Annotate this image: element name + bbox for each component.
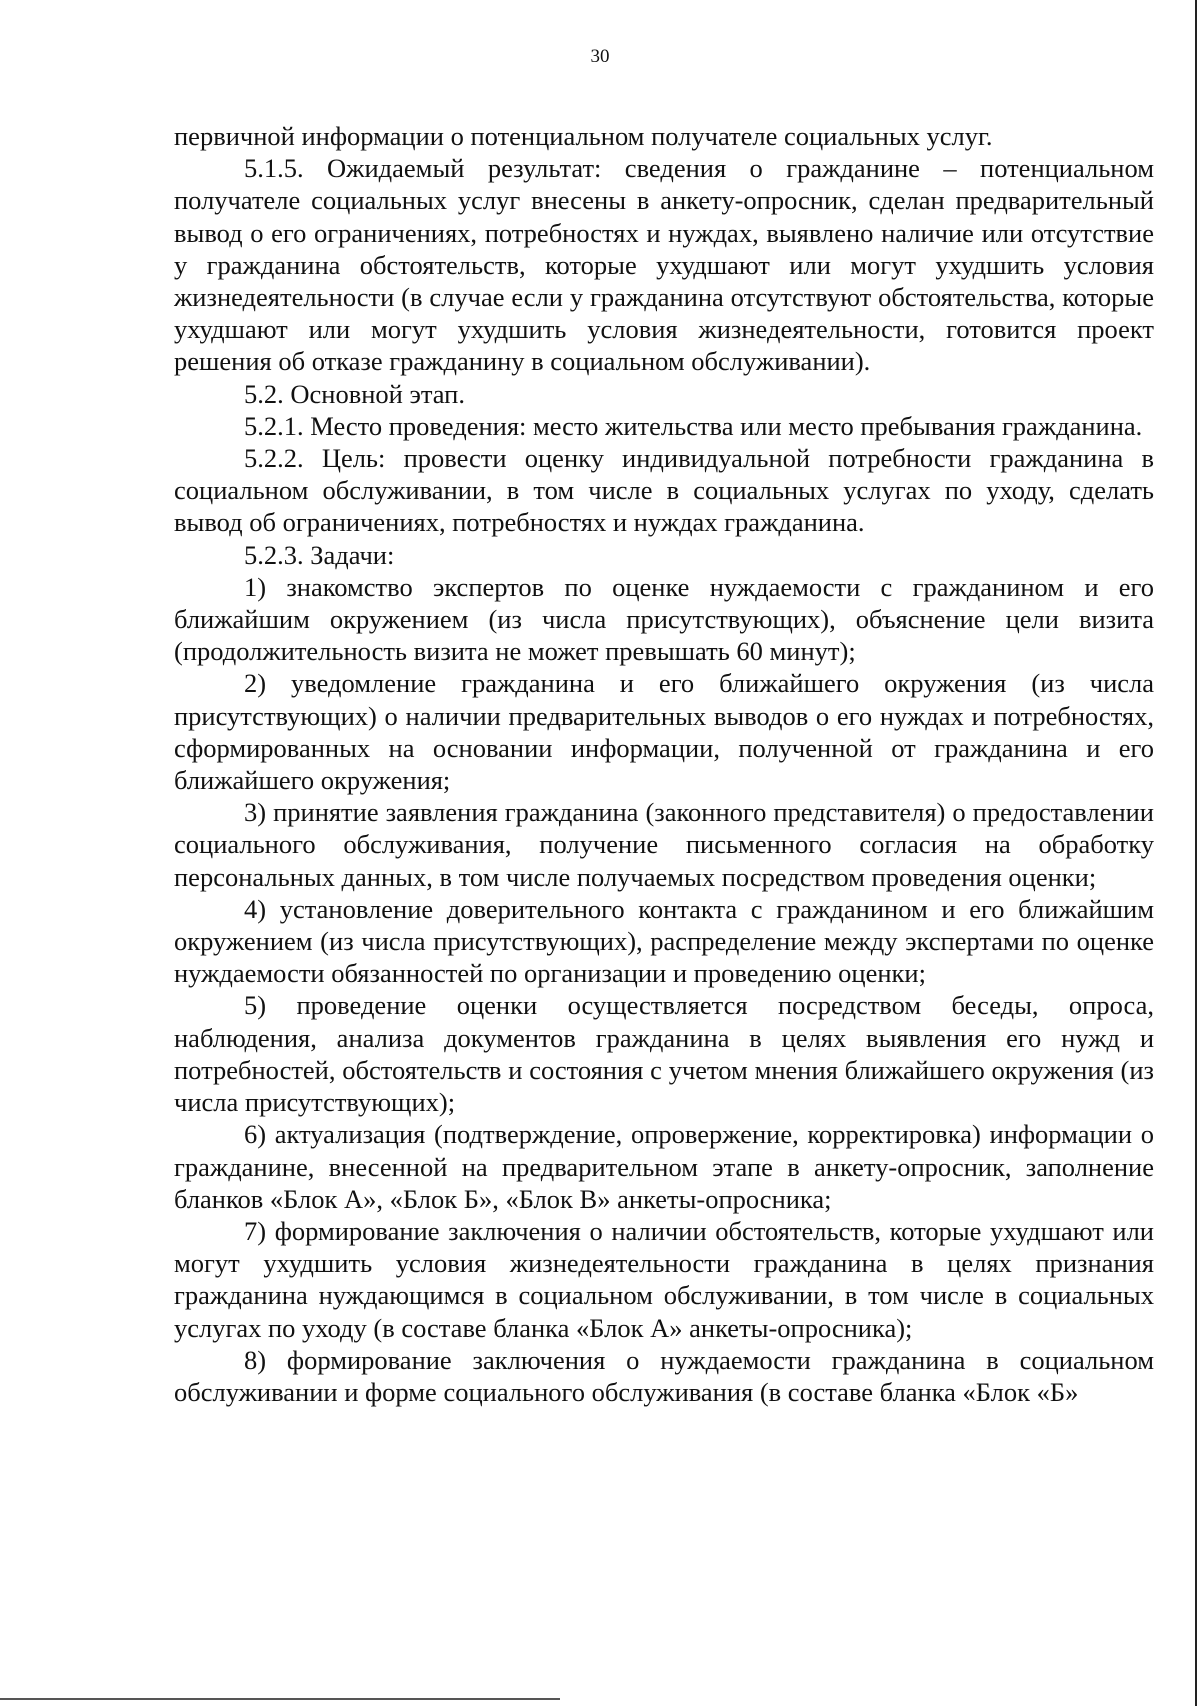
task-item-1: 1) знакомство экспертов по оценке нуждаемости с гражданином и его ближайшим окружением (из числа присутствующих), объяснение цели визита (продолжительность визита не может превышать 60 минут); — [174, 571, 1154, 667]
paragraph-5-2-1: 5.2.1. Место проведения: место жительства или место пребывания гражданина. — [244, 410, 1143, 441]
task-item-4: 4) установление доверительного контакта с гражданином и его ближайшим окружением (из числа присутствующих), распределение между экспертами по оценке нуждаемости обязанностей по организации и проведению оценки; — [174, 893, 1154, 989]
paragraph-5-2-3: 5.2.3. Задачи: — [244, 539, 395, 570]
task-item-5: 5) проведение оценки осуществляется посредством беседы, опроса, наблюдения, анализа документов гражданина в целях выявления его нужд и потребностей, обстоятельств и состояния с учетом мнения ближайшего окружения (из числа присутствующих); — [174, 990, 1154, 1118]
task-item-8: 8) формирование заключения о нуждаемости гражданина в социальном обслуживании и форме социального обслуживания (в составе бланка «Блок «Б» — [174, 1344, 1154, 1407]
paragraph-5-2: 5.2. Основной этап. — [244, 378, 465, 409]
paragraph-continuation: первичной информации о потенциальном получателе социальных услуг. — [174, 121, 993, 151]
paragraph-5-2-2: 5.2.2. Цель: провести оценку индивидуальной потребности гражданина в социальном обслуживании, в том числе в социальных услугах по уходу, сделать вывод об ограничениях, потребностях и нуждах гражданина. — [174, 443, 1154, 538]
task-item-2: 2) уведомление гражданина и его ближайшего окружения (из числа присутствующих) о наличии предварительных выводов о его нуждах и потребностях, сформированных на основании информации, полученной от гражданина и его ближайшего окружения; — [174, 668, 1154, 796]
task-item-3: 3) принятие заявления гражданина (законного представителя) о предоставлении социального обслуживания, получение письменного согласия на обработку персональных данных, в том числе получаемых посредством проведения оценки; — [174, 797, 1154, 892]
task-item-7: 7) формирование заключения о наличии обстоятельств, которые ухудшают или могут ухудшить условия жизнедеятельности гражданина в целях признания гражданина нуждающимся в социальном обслуживании, в том числе в социальных услугах по уходу (в составе бланка «Блок А» анкеты-опросника); — [174, 1215, 1154, 1343]
scan-edge-right — [1195, 0, 1197, 1706]
scan-edge-bottom — [0, 1698, 560, 1700]
paragraph-5-1-5: 5.1.5. Ожидаемый результат: сведения о гражданине – потенциальном получателе социальных услуг внесены в анкету-опросник, сделан предварительный вывод о его ограничениях, потребностях и нуждах, выявлено наличие или отсутствие у гражданина обстоятельств, которые ухудшают или могут ухудшить условия жизнедеятельности (в случае если у гражданина отсутствуют обстоятельства, которые ухудшают или могут ухудшить условия жизнедеятельности, готовится проект решения об отказе гражданину в социальном обслуживании). — [174, 153, 1154, 377]
task-item-6: 6) актуализация (подтверждение, опровержение, корректировка) информации о гражданине, внесенной на предварительном этапе в анкету-опросник, заполнение бланков «Блок А», «Блок Б», «Блок В» анкеты-опросника; — [174, 1119, 1154, 1214]
document-body — [174, 120, 1154, 1408]
page-number: 30 — [590, 46, 610, 67]
